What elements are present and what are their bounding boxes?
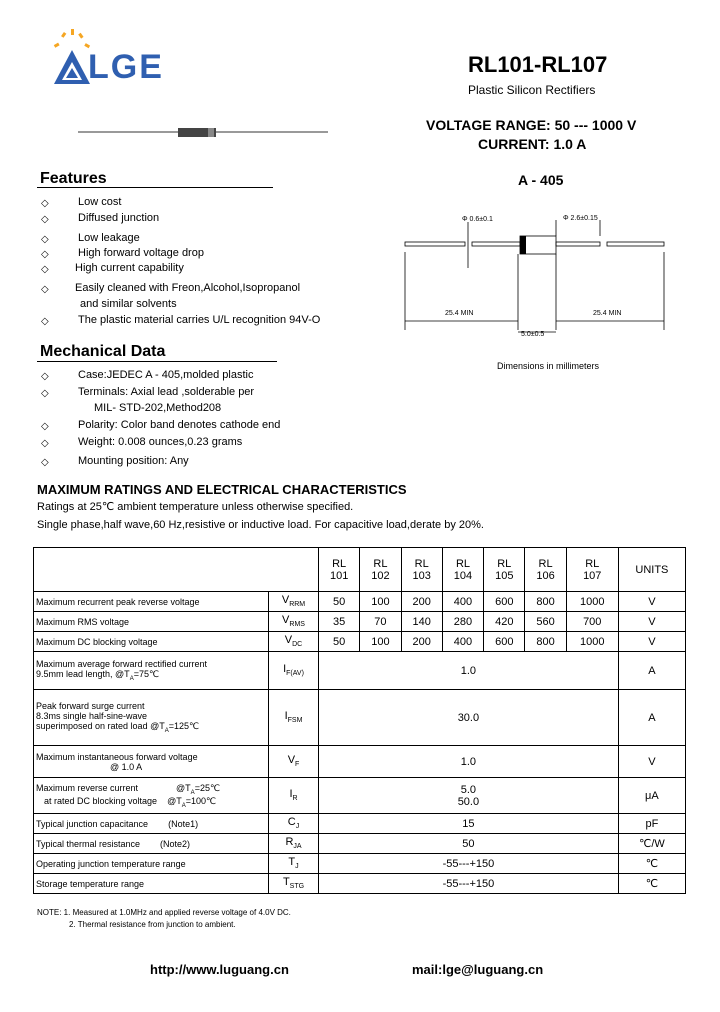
bullet-icon: ◇ xyxy=(41,284,49,295)
value-cell: 700 xyxy=(566,612,618,632)
note-2: 2. Thermal resistance from junction to ambient. xyxy=(69,920,236,929)
symbol xyxy=(269,746,319,778)
param-label: Maximum DC blocking voltage xyxy=(34,632,269,652)
header-prefix: RL xyxy=(414,557,429,570)
header-prefix: RL xyxy=(373,557,388,570)
features-title: Features xyxy=(40,170,107,187)
symbol-sub: F xyxy=(295,761,300,769)
param-line: Typical junction capacitance xyxy=(36,818,149,829)
part-number-title: RL101-RL107 xyxy=(468,52,608,77)
part-header xyxy=(401,548,442,592)
symbol-letter: C xyxy=(287,816,296,829)
lead-length-left-label: 25.4 MIN xyxy=(445,310,474,317)
part-number: 105 xyxy=(495,569,514,582)
part-header xyxy=(566,548,618,592)
feature-item: Easily cleaned with Freon,Alcohol,Isopropanol xyxy=(75,282,301,294)
param-line: Typical thermal resistance xyxy=(36,838,141,849)
table-row xyxy=(34,632,686,652)
part-number: 104 xyxy=(453,569,473,582)
voltage-range: VOLTAGE RANGE: 50 --- 1000 V xyxy=(426,117,637,133)
body-diameter-label: Φ 2.6±0.15 xyxy=(563,215,598,222)
symbol xyxy=(269,778,319,814)
param-label: Maximum average forward rectified current 9.5mm lead length, $@T_A=75℃$ xyxy=(34,652,269,690)
mechanical-underline xyxy=(37,361,277,362)
header-prefix: RL xyxy=(332,557,347,570)
unit-cell: A xyxy=(618,690,685,746)
lead-length-right-label: 25.4 MIN xyxy=(593,310,622,317)
value-cell: 1.0 xyxy=(319,746,619,778)
symbol-sub: DC xyxy=(292,641,303,649)
bullet-icon: ◇ xyxy=(41,457,49,468)
brand-logo-text: LGE xyxy=(88,48,164,86)
symbol-letter: V xyxy=(287,754,296,767)
param-line: @ 1.0 A xyxy=(110,761,143,772)
value-line: 5.0 xyxy=(460,783,477,796)
bullet-icon: ◇ xyxy=(41,438,49,449)
symbol-letter: I xyxy=(289,788,293,801)
value-cell: 70 xyxy=(360,612,401,632)
feature-item: Diffused junction xyxy=(78,212,160,224)
unit-cell: A xyxy=(618,652,685,690)
value-cell: 100 xyxy=(360,632,401,652)
symbol xyxy=(269,592,319,612)
unit-cell: pF xyxy=(618,814,685,834)
part-header xyxy=(484,548,525,592)
symbol-sub: F(AV) xyxy=(286,670,304,678)
param-line: =75℃ xyxy=(133,669,160,680)
symbol-sub: RRM xyxy=(289,601,306,609)
dimension-drawing xyxy=(400,208,670,348)
mechanical-item: Mounting position: Any xyxy=(78,455,189,467)
table-row xyxy=(34,652,686,690)
symbol-sub: JA xyxy=(293,843,302,851)
symbol-letter: V xyxy=(284,634,293,647)
symbol xyxy=(269,814,319,834)
param-label: Storage temperature range xyxy=(34,874,269,894)
value-cell: 1000 xyxy=(566,592,618,612)
part-header xyxy=(525,548,566,592)
bullet-icon: ◇ xyxy=(41,421,49,432)
value-cell: 800 xyxy=(525,632,566,652)
bullet-icon: ◇ xyxy=(41,388,49,399)
symbol-letter: V xyxy=(281,594,290,607)
param-line: =100℃ xyxy=(185,795,217,806)
footer-url[interactable]: http://www.luguang.cn xyxy=(150,962,289,977)
current-rating: CURRENT: 1.0 A xyxy=(478,136,587,152)
feature-item: Low leakage xyxy=(78,232,140,244)
unit-cell: ℃/W xyxy=(618,834,685,854)
mechanical-title: Mechanical Data xyxy=(40,343,166,360)
footer-mail[interactable]: mail:lge@luguang.cn xyxy=(412,962,544,977)
symbol-sub: RMS xyxy=(289,621,305,629)
bullet-icon: ◇ xyxy=(41,234,49,245)
param-note: (Note2) xyxy=(160,838,191,849)
value-line: 50.0 xyxy=(457,795,480,808)
value-cell: -55---+150 xyxy=(319,874,619,894)
value-cell: 200 xyxy=(401,592,442,612)
header-prefix: RL xyxy=(455,557,471,570)
features-underline xyxy=(37,187,273,188)
symbol-sub: J xyxy=(295,823,300,831)
symbol xyxy=(269,632,319,652)
param-line: at rated DC blocking voltage xyxy=(44,795,158,806)
param-line: @T xyxy=(167,795,182,806)
table-header-row xyxy=(34,548,686,592)
value-cell: 400 xyxy=(442,632,483,652)
param-label xyxy=(34,746,269,778)
table-row xyxy=(34,612,686,632)
bullet-icon: ◇ xyxy=(41,264,49,275)
bullet-icon: ◇ xyxy=(41,214,49,225)
value-cell: 15 xyxy=(319,814,619,834)
bullet-icon: ◇ xyxy=(41,198,49,209)
header-prefix: RL xyxy=(538,557,553,570)
param-line: Maximum average forward rectified current xyxy=(36,659,208,670)
unit-cell: ℃ xyxy=(618,874,685,894)
feature-item: The plastic material carries U/L recognition 94V-O xyxy=(78,314,321,326)
part-number: 101 xyxy=(329,569,349,582)
feature-item: High current capability xyxy=(75,262,184,274)
table-row xyxy=(34,834,686,854)
unit-cell: V xyxy=(618,632,685,652)
symbol-letter: T xyxy=(288,856,296,869)
symbol-sub: FSM xyxy=(287,717,303,725)
value-cell: 100 xyxy=(360,592,401,612)
logo-mark xyxy=(52,20,92,90)
value-cell: 50 xyxy=(319,632,360,652)
ratings-line-2: Single phase,half wave,60 Hz,resistive or inductive load. For capacitive load,derate by 20%. xyxy=(37,519,484,531)
value-cell: 420 xyxy=(484,612,525,632)
symbol-sub: STG xyxy=(289,883,305,891)
part-header xyxy=(319,548,360,592)
bullet-icon: ◇ xyxy=(41,249,49,260)
table-row xyxy=(34,874,686,894)
body-length-label: 5.0±0.5 xyxy=(521,331,545,338)
param-line: Peak forward surge current xyxy=(36,701,145,712)
note-1: NOTE: 1. Measured at 1.0MHz and applied reverse voltage of 4.0V DC. xyxy=(37,908,291,917)
feature-item: High forward voltage drop xyxy=(78,247,204,259)
symbol xyxy=(269,652,319,690)
value-cell: 400 xyxy=(442,592,483,612)
symbol xyxy=(269,874,319,894)
ratings-heading: MAXIMUM RATINGS AND ELECTRICAL CHARACTERISTICS xyxy=(37,482,407,497)
part-header xyxy=(442,548,483,592)
param-note: (Note1) xyxy=(168,818,199,829)
table-row xyxy=(34,746,686,778)
units-header: UNITS xyxy=(618,548,685,592)
value-cell: -55---+150 xyxy=(319,854,619,874)
value-cell: 200 xyxy=(401,632,442,652)
value-cell: 35 xyxy=(319,612,360,632)
unit-cell: V xyxy=(618,612,685,632)
value-cell: 50 xyxy=(319,592,360,612)
value-cell: 800 xyxy=(525,592,566,612)
part-number: 102 xyxy=(371,569,390,582)
param-label: Maximum RMS voltage xyxy=(34,612,269,632)
symbol xyxy=(269,854,319,874)
bullet-icon: ◇ xyxy=(41,371,49,382)
table-row xyxy=(34,854,686,874)
value-cell: 1000 xyxy=(566,632,618,652)
unit-cell: μA xyxy=(618,778,685,814)
value-cell: 600 xyxy=(484,592,525,612)
table-row xyxy=(34,592,686,612)
mechanical-item: Case:JEDEC A - 405,molded plastic xyxy=(78,369,254,381)
param-label: Maximum reverse current $@T_A=25℃$ at rated DC blocking voltage $@T_A=100℃$ xyxy=(34,778,269,814)
param-label xyxy=(34,834,269,854)
mechanical-item: Polarity: Color band denotes cathode end xyxy=(78,419,281,431)
symbol-letter: R xyxy=(285,836,294,849)
value-cell: 280 xyxy=(442,612,483,632)
param-line: 9.5mm lead length, @T xyxy=(36,669,130,680)
symbol xyxy=(269,690,319,746)
bullet-icon: ◇ xyxy=(41,316,49,327)
part-header xyxy=(360,548,401,592)
symbol-sub: R xyxy=(292,795,298,803)
table-row xyxy=(34,814,686,834)
unit-cell: ℃ xyxy=(618,854,685,874)
param-label xyxy=(34,814,269,834)
symbol-letter: I xyxy=(284,710,288,723)
dimension-caption: Dimensions in millimeters xyxy=(497,361,600,371)
symbol-letter: V xyxy=(282,614,290,627)
value-cell: 140 xyxy=(401,612,442,632)
value-cell: 1.0 xyxy=(319,652,619,690)
header-blank xyxy=(34,548,319,592)
param-line: superimposed on rated load @T xyxy=(36,721,165,732)
table-row xyxy=(34,690,686,746)
table-row xyxy=(34,778,686,814)
value-cell xyxy=(319,778,619,814)
value-cell: 30.0 xyxy=(319,690,619,746)
diode-picture xyxy=(78,126,330,140)
mechanical-item: MIL- STD-202,Method208 xyxy=(94,402,222,414)
value-cell: 600 xyxy=(484,632,525,652)
feature-item: and similar solvents xyxy=(80,298,177,310)
symbol-letter: I xyxy=(283,663,287,676)
param-label: Operating junction temperature range xyxy=(34,854,269,874)
mechanical-item: Weight: 0.008 ounces,0.23 grams xyxy=(78,436,243,448)
param-line: Maximum reverse current xyxy=(36,782,139,793)
header-prefix: RL xyxy=(497,557,512,570)
symbol-sub: J xyxy=(295,863,299,871)
package-code: A - 405 xyxy=(518,172,564,188)
param-line: Maximum instantaneous forward voltage xyxy=(36,751,198,762)
header-prefix: RL xyxy=(585,557,600,570)
ratings-line-1: Ratings at 25℃ ambient temperature unless otherwise specified. xyxy=(37,501,354,513)
unit-cell: V xyxy=(618,746,685,778)
param-line: =25℃ xyxy=(194,782,221,793)
symbol-letter: T xyxy=(282,876,290,889)
symbol xyxy=(269,612,319,632)
part-number: 107 xyxy=(583,569,602,582)
part-number: 103 xyxy=(412,569,431,582)
param-line: @T xyxy=(176,782,191,793)
symbol xyxy=(269,834,319,854)
param-line: 8.3ms single half-sine-wave xyxy=(36,711,148,722)
mechanical-item: Terminals: Axial lead ,solderable per xyxy=(78,386,255,398)
unit-cell: V xyxy=(618,592,685,612)
part-subtitle: Plastic Silicon Rectifiers xyxy=(468,83,596,97)
param-label: Maximum recurrent peak reverse voltage xyxy=(34,592,269,612)
param-label: Peak forward surge current 8.3ms single half-sine-wave superimposed on rated load $@T_A=125℃$ xyxy=(34,690,269,746)
feature-item: Low cost xyxy=(78,196,122,208)
part-number: 106 xyxy=(536,569,555,582)
ratings-table xyxy=(33,547,686,894)
param-line: =125℃ xyxy=(168,721,200,732)
lead-diameter-label: Φ 0.6±0.1 xyxy=(462,216,493,223)
value-cell: 50 xyxy=(319,834,619,854)
value-cell: 560 xyxy=(525,612,566,632)
